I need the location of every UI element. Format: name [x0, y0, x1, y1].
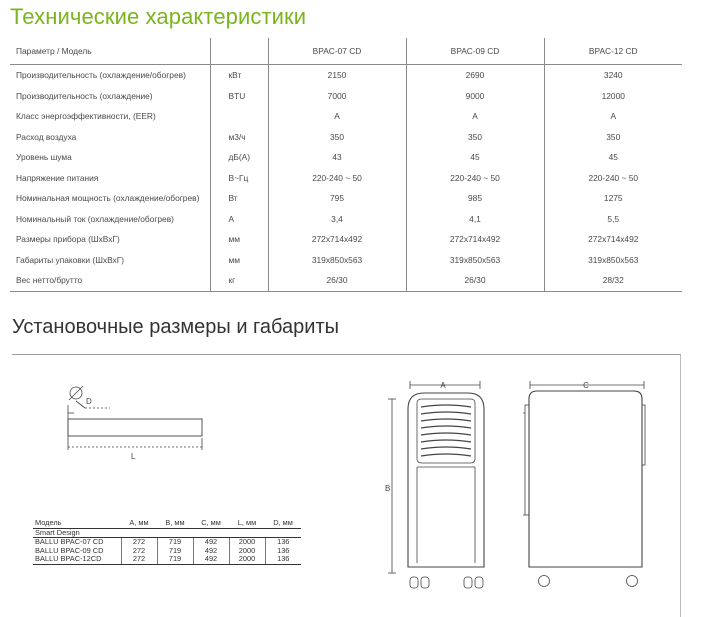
- mt-group-label: Smart Design: [33, 528, 301, 538]
- spec-value: 12000: [544, 86, 682, 107]
- spec-value: 272x714x492: [268, 229, 406, 250]
- specs-header-row: [10, 38, 682, 65]
- label-c: C: [583, 381, 589, 390]
- spec-value: 2690: [406, 65, 544, 86]
- spec-value: A: [268, 106, 406, 127]
- header-parameter: Параметр / Модель: [10, 38, 210, 65]
- spec-unit: Вт: [210, 188, 268, 209]
- model-dimension: 272: [121, 547, 157, 556]
- spec-value: 45: [406, 147, 544, 168]
- spec-parameter: Класс энергоэффективности, (EER): [16, 111, 156, 122]
- model-dimension: 272: [121, 538, 157, 547]
- unit-side-drawing: [523, 381, 645, 587]
- header-unit: [210, 38, 268, 65]
- spec-value: 1275: [544, 188, 682, 209]
- specs-title: Технические характеристики: [10, 4, 307, 29]
- spec-value: A: [406, 106, 544, 127]
- spec-unit: м3/ч: [210, 127, 268, 148]
- label-d: D: [86, 397, 92, 406]
- model-dimension: 492: [193, 555, 229, 564]
- spec-value: 3240: [544, 65, 682, 86]
- spec-row: [10, 86, 682, 107]
- label-l: L: [131, 452, 136, 461]
- spec-row: [10, 188, 682, 209]
- spec-parameter: Номинальный ток (охлаждение/обогрев): [16, 213, 174, 224]
- spec-parameter: Уровень шума: [16, 152, 72, 163]
- label-b: B: [385, 484, 391, 493]
- model-dimension: 2000: [229, 555, 265, 564]
- spec-value: 5,5: [544, 209, 682, 230]
- spec-value: 4,1: [406, 209, 544, 230]
- model-dimension: 492: [193, 547, 229, 556]
- spec-row: [10, 127, 682, 148]
- spec-unit: кг: [210, 270, 268, 291]
- spec-value: 350: [406, 127, 544, 148]
- spec-row: [10, 65, 682, 86]
- spec-parameter: Производительность (охлаждение): [16, 90, 153, 101]
- spec-value: 319x850x563: [544, 250, 682, 271]
- header-model-07: BPAC-07 CD: [268, 38, 406, 65]
- mt-header-c: C, мм: [193, 519, 229, 528]
- spec-row: [10, 250, 682, 271]
- spec-unit: мм: [210, 229, 268, 250]
- label-a: A: [440, 381, 446, 390]
- spec-row: [10, 229, 682, 250]
- spec-parameter: Вес нетто/брутто: [10, 270, 210, 291]
- dimension-drawing: [12, 355, 680, 617]
- spec-value: 985: [406, 188, 544, 209]
- mt-header-l: L, мм: [229, 519, 265, 528]
- mt-header-d: D, мм: [265, 519, 301, 528]
- spec-value: 45: [544, 147, 682, 168]
- spec-row: [10, 106, 682, 127]
- spec-value: 26/30: [406, 270, 544, 291]
- spec-value: A: [544, 106, 682, 127]
- spec-value: 26/30: [268, 270, 406, 291]
- model-dimension: 719: [157, 547, 193, 556]
- spec-unit: [210, 106, 268, 127]
- spec-value: 319x850x563: [268, 250, 406, 271]
- spec-value: 28/32: [544, 270, 682, 291]
- spec-unit: В~Гц: [210, 168, 268, 189]
- spec-unit: BTU: [210, 86, 268, 107]
- hose-drawing: [68, 386, 202, 450]
- model-dimension: 492: [193, 538, 229, 547]
- spec-parameter: Размеры прибора (ШхВхГ): [16, 234, 120, 245]
- spec-unit: мм: [210, 250, 268, 271]
- model-name: BALLU BPAC-12CD: [33, 555, 121, 564]
- spec-value: 350: [544, 127, 682, 148]
- unit-front-drawing: [388, 381, 484, 588]
- model-name: BALLU BPAC-09 CD: [35, 546, 104, 555]
- model-dimension: 2000: [229, 547, 265, 556]
- model-dimension: 136: [265, 555, 301, 564]
- model-row: [33, 555, 301, 564]
- spec-value: 795: [268, 188, 406, 209]
- spec-parameter: Производительность (охлаждение/обогрев): [16, 70, 186, 81]
- model-dimension: 272: [121, 555, 157, 564]
- model-name: BALLU BPAC-07 CD: [35, 537, 104, 547]
- model-dimension: 136: [265, 538, 301, 547]
- install-title: Установочные размеры и габариты: [12, 316, 339, 338]
- spec-parameter: Номинальная мощность (охлаждение/обогрев): [16, 193, 200, 204]
- dimensions-panel: [12, 354, 681, 617]
- spec-parameter: Напряжение питания: [16, 172, 99, 183]
- model-table-header: [33, 519, 301, 528]
- header-model-12: BPAC-12 CD: [544, 38, 682, 65]
- spec-value: 220-240 ~ 50: [406, 168, 544, 189]
- spec-value: 3,4: [268, 209, 406, 230]
- model-row: [33, 547, 301, 556]
- spec-value: 43: [268, 147, 406, 168]
- mt-header-b: B, мм: [157, 519, 193, 528]
- spec-row: [10, 209, 682, 230]
- spec-parameter: Расход воздуха: [16, 131, 77, 142]
- model-dimension: 136: [265, 547, 301, 556]
- header-model-09: BPAC-09 CD: [406, 38, 544, 65]
- spec-value: 220-240 ~ 50: [544, 168, 682, 189]
- spec-value: 272x714x492: [544, 229, 682, 250]
- specs-table: [10, 38, 682, 292]
- model-table-group: [33, 528, 301, 538]
- spec-value: 2150: [268, 65, 406, 86]
- spec-unit: дБ(А): [210, 147, 268, 168]
- spec-unit: кВт: [210, 65, 268, 86]
- model-row: [33, 538, 301, 547]
- spec-unit: А: [210, 209, 268, 230]
- spec-row: [10, 270, 682, 291]
- mt-header-model: Модель: [33, 519, 121, 528]
- mt-header-a: A, мм: [121, 519, 157, 528]
- spec-parameter: Габариты упаковки (ШхВхГ): [16, 254, 125, 265]
- spec-row: [10, 147, 682, 168]
- spec-value: 7000: [268, 86, 406, 107]
- model-dimension: 719: [157, 555, 193, 564]
- spec-row: [10, 168, 682, 189]
- spec-value: 272x714x492: [406, 229, 544, 250]
- model-dimensions-table: [33, 519, 301, 565]
- model-dimension: 2000: [229, 538, 265, 547]
- model-dimension: 719: [157, 538, 193, 547]
- spec-value: 319x850x563: [406, 250, 544, 271]
- spec-value: 220-240 ~ 50: [268, 168, 406, 189]
- spec-value: 350: [268, 127, 406, 148]
- spec-value: 9000: [406, 86, 544, 107]
